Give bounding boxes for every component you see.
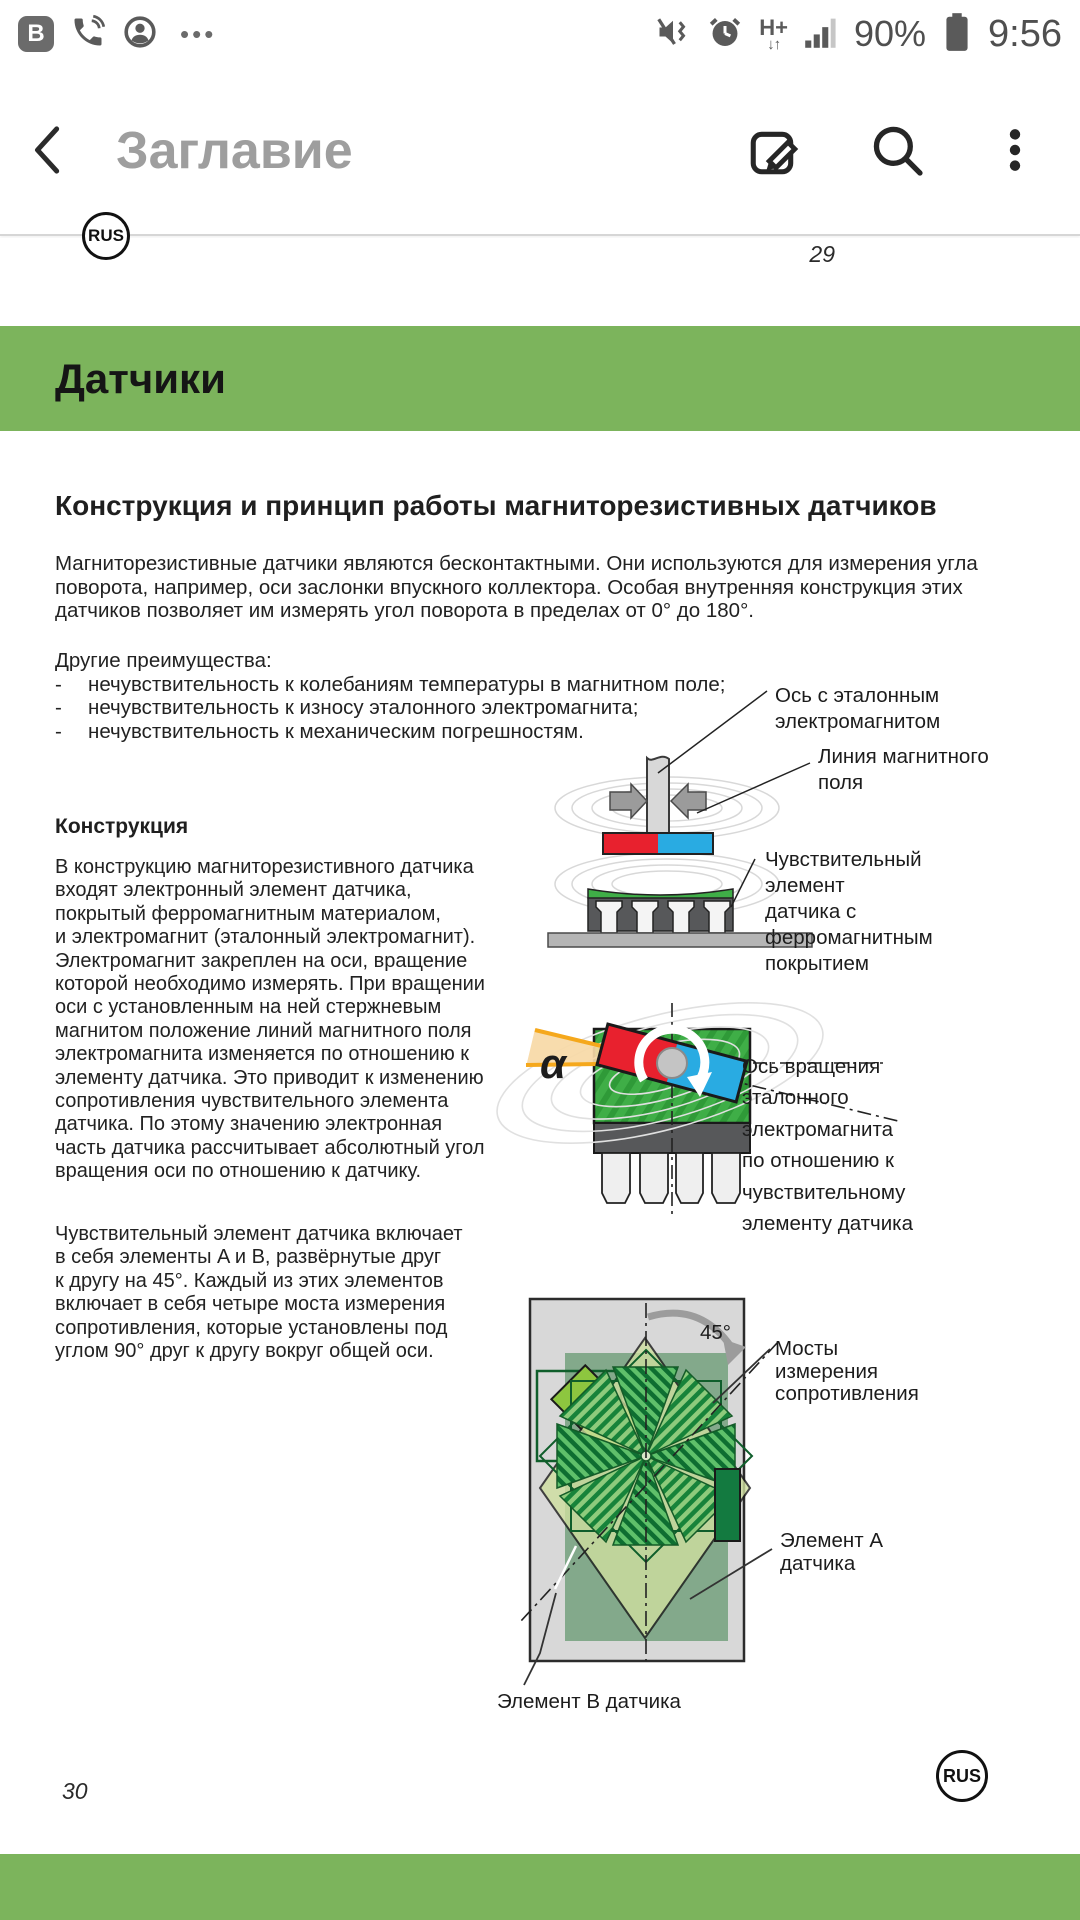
text-line: входят электронный элемент датчика, — [55, 879, 412, 902]
text-line: датчиков позволяет им измерять угол поворота в пределах от 0° до 180°. — [55, 599, 754, 623]
diagram-labels — [765, 684, 989, 975]
svg-text:сопротивления: сопротивления — [775, 1382, 919, 1405]
svg-text:Чувствительный: Чувствительный — [765, 848, 922, 871]
overflow-menu-button[interactable] — [990, 121, 1040, 182]
text-line: и электромагнит (эталонный электромагнит). — [55, 926, 476, 949]
text-line: оси с установленным на ней стержневым — [55, 996, 442, 1019]
diagram-labels — [742, 1055, 914, 1235]
svg-text:Элемент B датчика: Элемент B датчика — [497, 1690, 681, 1713]
edit-button[interactable] — [746, 121, 804, 182]
list-item: - нечувствительность к механическим погрешностям. — [55, 719, 584, 743]
text-line: Чувствительный элемент датчика включает — [55, 1223, 463, 1245]
svg-text:Элемент A: Элемент A — [780, 1529, 883, 1552]
bottom-green-bar — [0, 1854, 1080, 1920]
network-type-icon: H+ ↓↑ — [759, 14, 788, 53]
back-chevron-icon — [26, 123, 72, 180]
document-title: Заглавие — [116, 122, 353, 180]
diagram-elements-a-b — [430, 1271, 1080, 1721]
svg-text:по отношению к: по отношению к — [742, 1149, 894, 1172]
clock-time: 9:56 — [988, 12, 1062, 55]
diagram-rotation-angle — [440, 991, 1080, 1241]
dark-green-resistor — [715, 1469, 740, 1541]
text-line: которой необходимо измерять. При вращении — [55, 973, 485, 996]
text-line: в себя элементы A и B, развёрнутые друг — [55, 1246, 442, 1269]
svg-text:Ось вращения: Ось вращения — [742, 1055, 881, 1078]
text-line: сопротивления, которые установлены под — [55, 1316, 448, 1339]
svg-text:электромагнитом: электромагнитом — [775, 710, 941, 733]
svg-text:чувствительному: чувствительному — [742, 1181, 906, 1204]
alarm-icon — [707, 14, 743, 55]
page-number-top: 29 — [809, 241, 835, 267]
svg-text:электромагнита: электромагнита — [742, 1118, 894, 1141]
mute-vibrate-icon — [655, 14, 691, 55]
edit-icon — [746, 121, 804, 182]
more-notifications-dots: ••• — [180, 18, 217, 49]
rotation-center — [657, 1048, 687, 1078]
section-heading: Конструкция и принцип работы магниторезистивных датчиков — [55, 490, 937, 521]
svg-text:Мосты: Мосты — [775, 1337, 839, 1360]
text-line: электромагнита изменяется по отношению к — [55, 1043, 470, 1066]
document-page-view[interactable] — [0, 226, 1080, 1920]
text-line: покрытый ферромагнитным материалом, — [55, 902, 441, 925]
svg-text:покрытием: покрытием — [765, 952, 869, 975]
magnet-blue-pole — [658, 833, 713, 854]
list-item: - нечувствительность к колебаниям температуры в магнитном поле; — [55, 672, 726, 696]
svg-text:Ось с эталонным: Ось с эталонным — [775, 684, 940, 707]
text-line: углом 90° друг к другу вокруг общей оси. — [55, 1340, 434, 1363]
diagram-shaft-magnet — [440, 651, 1080, 986]
text-line: Электромагнит закреплен на оси, вращение — [55, 949, 468, 972]
svg-text:эталонного: эталонного — [742, 1086, 849, 1109]
app-bar — [0, 68, 1080, 236]
notification-app-badge: B — [18, 16, 54, 52]
text-line: Магниторезистивные датчики являются бесконтактными. Они используются для измерения угла — [55, 552, 978, 575]
battery-icon — [942, 12, 972, 57]
svg-text:Линия магнитного: Линия магнитного — [818, 745, 989, 768]
search-icon — [868, 121, 926, 182]
overflow-dots-icon — [990, 121, 1040, 182]
advantages-title: Другие преимущества: — [55, 649, 272, 672]
back-button[interactable] — [26, 123, 72, 180]
list-item: - нечувствительность к износу эталонного электромагнита; — [55, 696, 639, 720]
svg-text:поля: поля — [818, 771, 864, 794]
contact-icon — [122, 14, 158, 55]
chapter-banner — [0, 326, 1080, 431]
signal-strength-icon — [804, 15, 838, 54]
svg-text:измерения: измерения — [775, 1360, 879, 1383]
text-line: магнитом положение линий магнитного поля — [55, 1019, 472, 1042]
svg-text:элемент: элемент — [765, 874, 845, 897]
phone-icon — [70, 14, 106, 55]
text-line: датчика. По этому значению электронная — [55, 1113, 443, 1136]
svg-text:ферромагнитным: ферромагнитным — [765, 926, 933, 949]
text-line: часть датчика рассчитывает абсолютный угол — [55, 1136, 485, 1159]
battery-percent: 90% — [853, 13, 927, 54]
text-line: вращения оси по отношению к датчику. — [55, 1160, 422, 1183]
shaft-shape — [647, 757, 669, 834]
svg-text:элементу датчика: элементу датчика — [742, 1212, 914, 1235]
text-line: сопротивления чувствительного элемента — [55, 1090, 449, 1113]
text-line: элементу датчика. Это приводит к изменению — [55, 1066, 484, 1089]
intro-paragraph — [55, 552, 978, 623]
magnet-red-pole — [603, 833, 658, 854]
chip-pins — [602, 1153, 740, 1203]
text-line: В конструкцию магниторезистивного датчика — [55, 856, 474, 878]
svg-text:датчика с: датчика с — [765, 900, 857, 923]
text-line: включает в себя четыре моста измерения — [55, 1293, 446, 1316]
construction-subheading: Конструкция — [55, 815, 189, 838]
rus-language-badge-bottom: RUS — [936, 1750, 988, 1802]
rus-language-badge-top: RUS — [82, 212, 130, 260]
search-button[interactable] — [868, 121, 926, 182]
alpha-symbol: α — [540, 1040, 567, 1087]
text-line: к другу на 45°. Каждый из этих элементов — [55, 1269, 444, 1292]
status-bar — [0, 0, 1080, 68]
svg-text:датчика: датчика — [780, 1552, 856, 1575]
page-number-bottom: 30 — [62, 1778, 88, 1804]
text-line: поворота, например, оси заслонки впускного коллектора. Особая внутренняя конструкция этих — [55, 575, 963, 599]
angle-value: 45° — [700, 1321, 732, 1344]
chapter-title: Датчики — [55, 354, 226, 402]
